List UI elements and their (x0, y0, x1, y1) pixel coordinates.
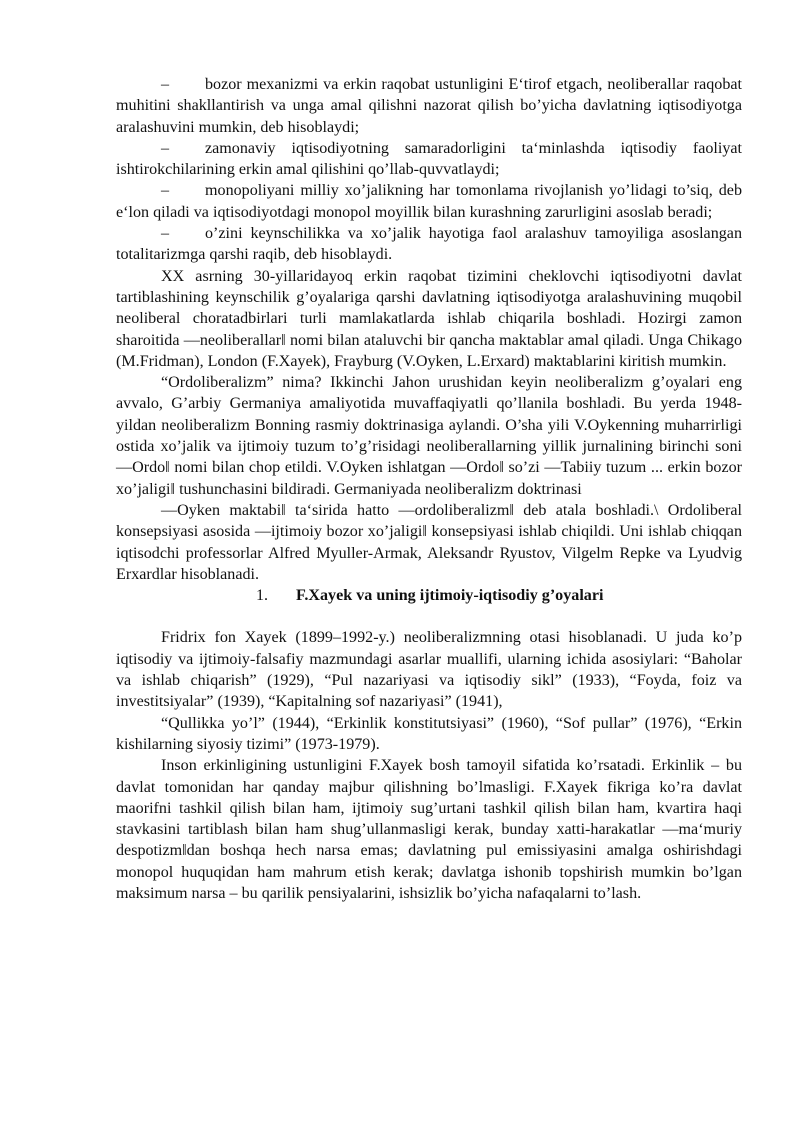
paragraph: Fridrix fon Xayek (1899–1992-y.) neoliberalizmning otasi hisoblanadi. U juda ko’p iqtisodiy va ijtimoiy-falsafiy mazmundagi asarlar muallifi, ularning ichida asosiylari: “Baholar va ishlab chiqarish” (1929), “Pul nazariyasi va iqtisodiy sikl” (1933), “Foyda, foiz va investitsiyalar” (1939), “Kapitalning sof nazariyasi” (1941), (116, 629, 742, 711)
bullet-text: bozor mexanizmi va erkin raqobat ustunligini E‘tirof etgach, neoliberallar raqobat muhitini shakllantirish va unga amal qilishni nazorat qilish bo’yicha davlatning iqtisodiyotga aralashuvini mumkin, deb hisoblaydi; (116, 76, 742, 136)
section-heading (116, 585, 742, 606)
bullet-item (116, 74, 742, 138)
bullet-item (116, 138, 742, 181)
bullet-text: o’zini keynschilikka va xo’jalik hayotiga faol aralashuv tamoyiliga asoslangan totalitarizmga qarshi raqib, deb hisoblaydi. (116, 225, 742, 264)
dash-marker: – (161, 182, 170, 200)
paragraph: Inson erkinligining ustunligini F.Xayek bosh tamoyil sifatida ko’rsatadi. Erkinlik – bu davlat tomonidan har qanday majbur qilishning bo’lmasligi. F.Xayek fikriga ko’ra davlat maorifni tashkil qilish bilan ham, ijtimoiy sug’urtani tashkil qilish bilan ham, kvartira haqi stavkasini tartiblash bilan ham shug’ullanmasligi kerak, bunday xatti-harakatlar ―ma‘muriy despotizm‖dan boshqa hech narsa emas; davlatning pul emissiyasini amalga oshirishdagi monopol huquqidan ham mahrum etish kerak; davlatga ishonib topshirish mumkin bo’lgan maksimum narsa – bu qarilik pensiyalarini, ishsizlik bo’yicha nafaqalarni to’lash. (116, 757, 742, 902)
section-title: F.Xayek va uning ijtimoiy-iqtisodiy g’oyalari (296, 587, 604, 605)
bullet-list (116, 74, 742, 266)
dash-marker: – (161, 139, 170, 157)
paragraph: XX asrning 30-yillaridayoq erkin raqobat tizimini cheklovchi iqtisodiyotni davlat tartiblashining keynschilik g’oyalariga qarshi davlatning iqtisodiyotga aralashuvining muqobil neoliberal choratadbirlari turli mamlakatlarda ishlab chiqarila boshladi. Hozirgi zamon sharoitida ―neoliberallar‖ nomi bilan ataluvchi bir qancha maktablar amal qiladi. Unga Chikago (M.Fridman), London (F.Xayek), Frayburg (V.Oyken, L.Erxard) maktablarini kiritish mumkin. (116, 267, 742, 370)
dash-marker: – (161, 225, 170, 243)
paragraph: “Qullikka yo’l” (1944), “Erkinlik konstitutsiyasi” (1960), “Sof pullar” (1976), “Erkin kishilarning siyosiy tizimi” (1973-1979). (116, 714, 742, 753)
bullet-text: monopoliyani milliy xo’jalikning har tomonlama rivojlanish yo’lidagi to’siq, deb e‘lon qiladi va iqtisodiyotdagi monopol moyillik bilan kurashning zarurligini asoslab beradi; (116, 182, 742, 221)
bullet-item (116, 223, 742, 266)
paragraph: ―Oyken maktabi‖ ta‘sirida hatto ―ordoliberalizm‖ deb atala boshladi.\ Ordoliberal konsepsiyasi asosida ―ijtimoiy bozor xo’jaligi‖ konsepsiyasi ishlab chiqildi. Uni ishlab chiqqan iqtisodchi professorlar Alfred Myuller-Armak, Aleksandr Ryustov, Vilgelm Repke va Lyudvig Erxardlar hisoblanadi. (116, 501, 742, 583)
paragraph: “Ordoliberalizm” nima? Ikkinchi Jahon urushidan keyin neoliberalizm g’oyalari eng avvalo, G’arbiy Germaniya amaliyotida muvaffaqiyatli qo’llanila boshladi. Bu yerda 1948-yildan neoliberalizm Bonning rasmiy doktrinasiga aylandi. O’sha yili V.Oykenning muharrirligi ostida xo’jalik va ijtimoiy tuzum to’g’risidagi neoliberallarning yillik jurnalining birinchi soni ―Ordo‖ nomi bilan chop etildi. V.Oyken ishlatgan ―Ordo‖ so’zi ―Tabiiy tuzum ... erkin bozor xo’jaligi‖ tushunchasini bildiradi. Germaniyada neoliberalizm doktrinasi (116, 374, 742, 498)
section-number: 1. (256, 587, 269, 605)
bullet-item (116, 180, 742, 223)
bullet-text: zamonaviy iqtisodiyotning samaradorligini ta‘minlashda iqtisodiy faoliyat ishtirokchilarining erkin amal qilishini qo’llab-quvvatlaydi; (116, 139, 742, 179)
dash-marker: – (161, 76, 170, 93)
